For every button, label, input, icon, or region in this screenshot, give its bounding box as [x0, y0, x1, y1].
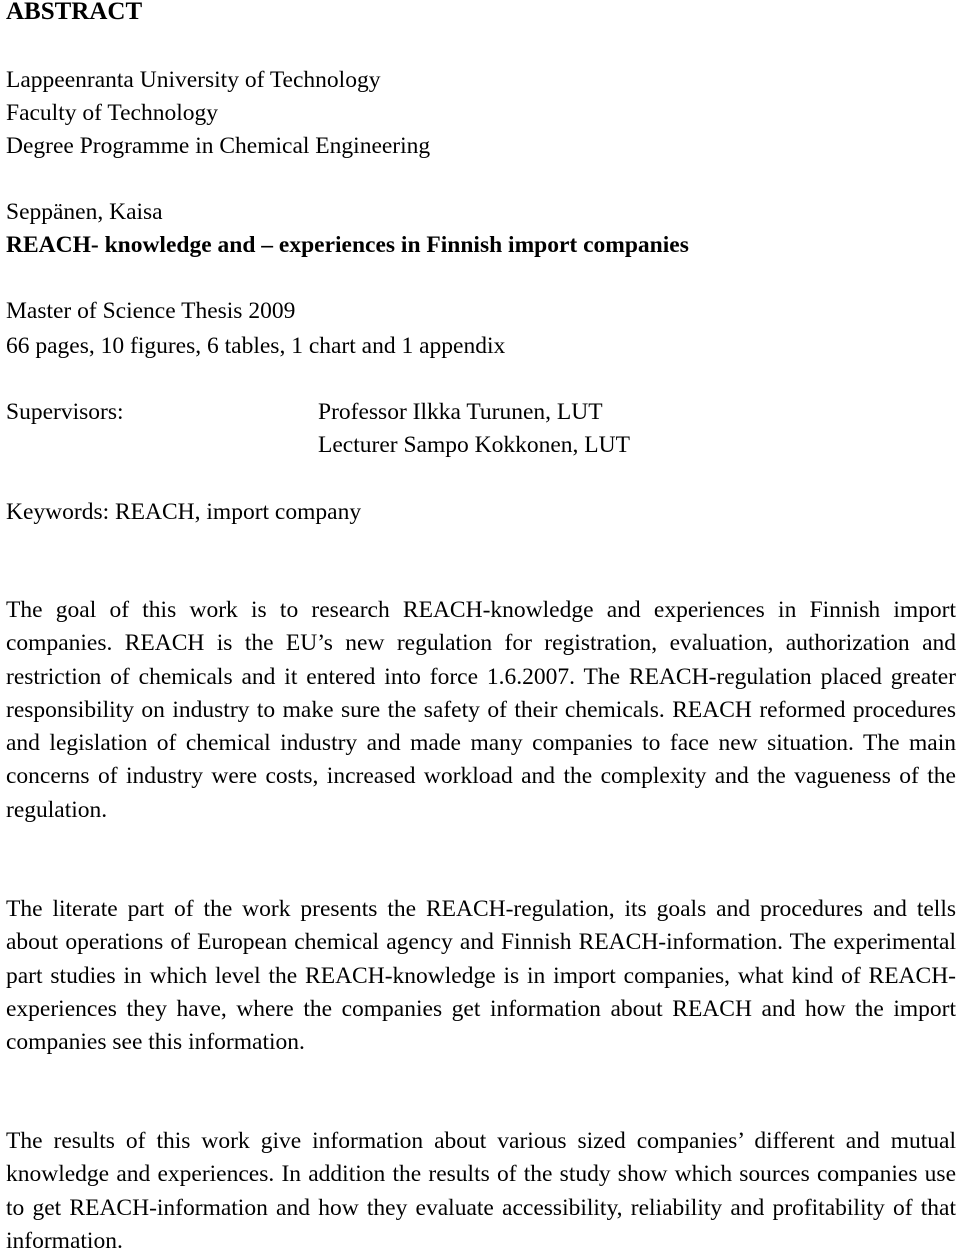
abstract-paragraph-results: The results of this work give information about various sized companies’ different and mutual knowledge and experiences. In addition the results of the study show which sources companies use to get REACH-information and how they evaluate accessibility, reliability and profitability of that information.: [6, 1128, 956, 1254]
university-name: Lappeenranta University of Technology: [6, 67, 381, 93]
keywords: Keywords: REACH, import company: [6, 499, 362, 525]
abstract-paragraph-methods: The literate part of the work presents the REACH-regulation, its goals and procedures and tells about operations of European chemical agency and Finnish REACH-information. The experimental part studies in which level the REACH-knowledge is in import companies, what kind of REACH-experiences they have, where the companies get information about REACH and how the import companies see this information.: [6, 896, 956, 1056]
thesis-extent: 66 pages, 10 figures, 6 tables, 1 chart and 1 appendix: [6, 333, 506, 359]
supervisors-label: Supervisors:: [6, 399, 124, 425]
faculty-name: Faculty of Technology: [6, 100, 218, 126]
abstract-paragraph-goal: The goal of this work is to research REACH-knowledge and experiences in Finnish import companies. REACH is the EU’s new regulation for registration, evaluation, authorization and restriction of chemicals and it entered into force 1.6.2007. The REACH-regulation placed greater responsibility on industry to make sure the safety of their chemicals. REACH reformed procedures and legislation of chemical industry and made many companies to face new situation. The main concerns of industry were costs, increased workload and the complexity and the vagueness of the regulation.: [6, 597, 956, 823]
supervisor-list: [318, 396, 630, 462]
thesis-title: REACH- knowledge and – experiences in Finnish import companies: [6, 232, 689, 258]
supervisor-name: Professor Ilkka Turunen, LUT: [318, 399, 603, 425]
author-name: Seppänen, Kaisa: [6, 199, 163, 225]
supervisor-name: Lecturer Sampo Kokkonen, LUT: [318, 432, 630, 458]
abstract-heading: ABSTRACT: [6, 0, 143, 25]
degree-programme: Degree Programme in Chemical Engineering: [6, 133, 431, 159]
thesis-type: Master of Science Thesis 2009: [6, 298, 296, 324]
